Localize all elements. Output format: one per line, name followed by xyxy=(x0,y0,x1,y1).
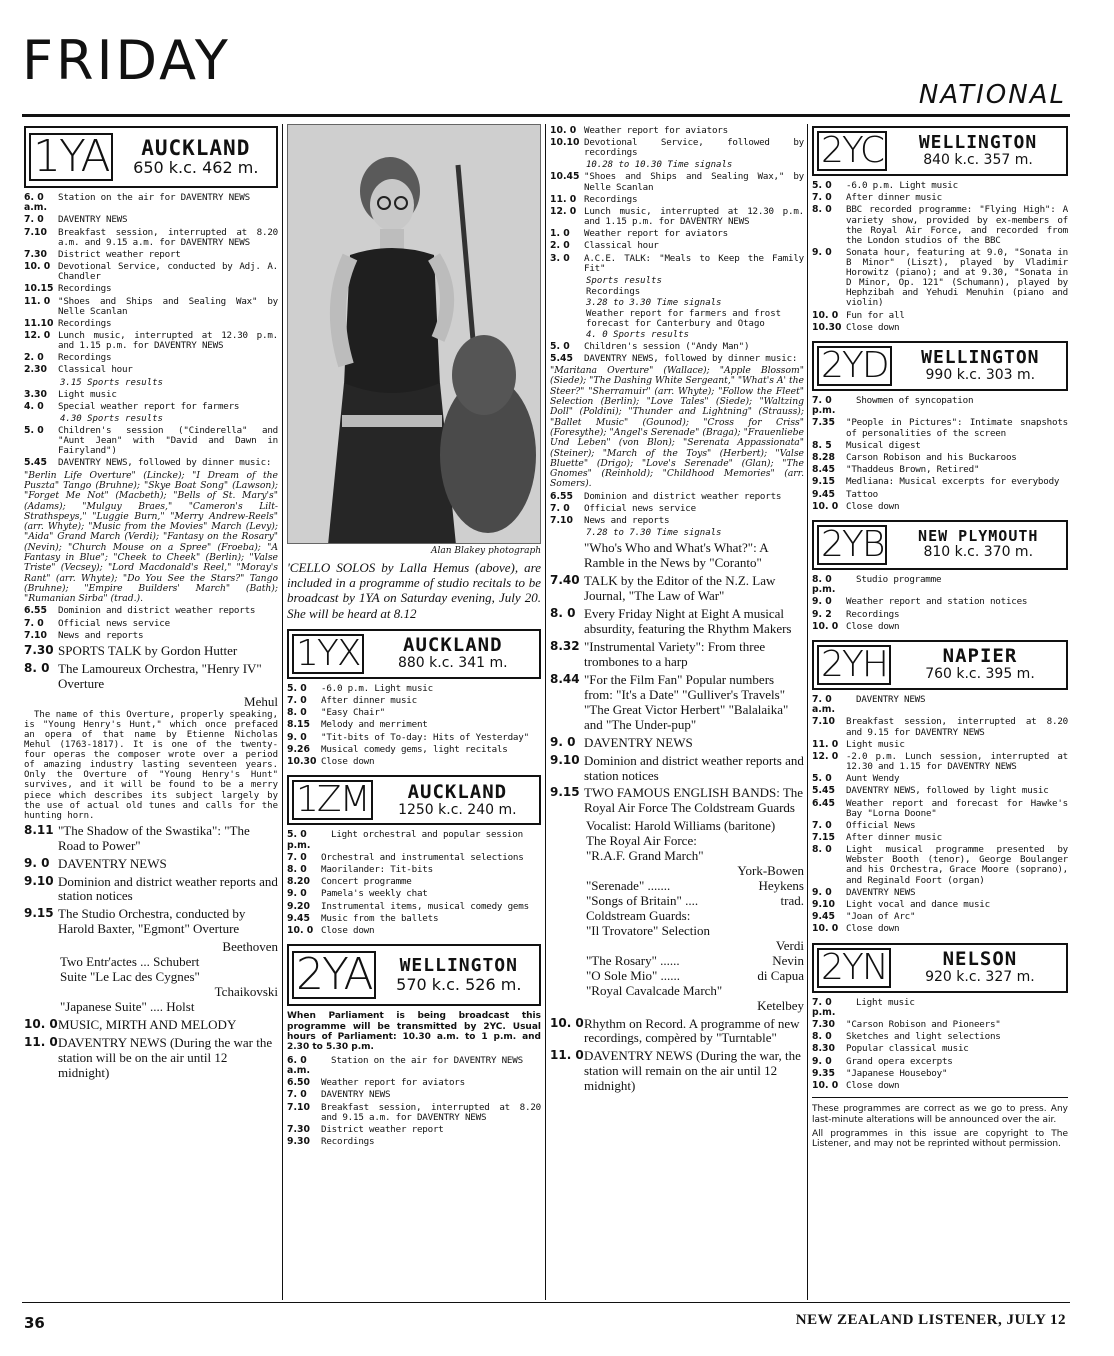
listing-row: 7.10 News and reports xyxy=(24,629,144,641)
listing-row: 9. 0 Weather report and station notices xyxy=(812,596,1028,608)
work-line: "Japanese Suite" .... Holst xyxy=(60,999,195,1015)
column-1aya xyxy=(24,124,278,1084)
composer: Verdi xyxy=(775,937,804,953)
station-logo-1yx: 1YX AUCKLAND 880 k.c. 341 m. xyxy=(287,629,541,679)
listing-row: 10.30 Close down xyxy=(812,321,900,333)
listing-row: 8.15 Melody and merriment xyxy=(287,719,428,731)
listing-row: 5. 0 Aunt Wendy xyxy=(812,773,900,785)
work-line: The Royal Air Force: xyxy=(586,833,697,849)
work-line: "The Rosary" ...... Nevin xyxy=(586,952,804,968)
sub-listing: 4.30 Sports results xyxy=(60,414,163,425)
listing-row: 10. 0 Close down xyxy=(812,500,900,512)
listing-row: 7.10 Breakfast session, interrupted at 8.20 a.m. and 9.15 a.m. for DAVENTRY NEWS xyxy=(24,226,278,248)
listing-row: 7.35 "People in Pictures": Intimate snapshots of personalities of the screen xyxy=(812,417,1068,439)
listing-row: 10.15 Recordings xyxy=(24,283,112,295)
feature-row: 8. 0 Every Friday Night at Eight A musical absurdity, featuring the Rhythm Makers xyxy=(550,606,792,637)
listing-row: 9. 0 Sonata hour, featuring at 9.0, "Sonata in B Minor" (Liszt), played by Vladimir Horowitz (piano); and at 9.30, "Sonata in D Minor, Op. 121" (Schumann), played by Hephzibah and Yehudi Menuhin (piano and violin) xyxy=(812,246,1068,309)
feature-row: 10. 0 Rhythm on Record. A programme of new recordings, compèred by "Turntable" xyxy=(550,1015,800,1046)
listing-row: 7. 0 DAVENTRY NEWS xyxy=(24,214,128,226)
work-line: "Il Trovatore" Selection xyxy=(586,922,710,938)
sub-listing: Weather report for farmers and frost forecast for Canterbury and Otago xyxy=(586,308,782,329)
station-logo-2yc: 2YC WELLINGTON 840 k.c. 357 m. xyxy=(812,126,1068,176)
listing-row: 5.45 DAVENTRY NEWS, followed by light music xyxy=(812,785,1049,797)
section-title: NATIONAL xyxy=(918,80,1066,110)
listing-row: 1. 0 Weather report for aviators xyxy=(550,228,728,240)
listing-row: 9. 0 Pamela's weekly chat xyxy=(287,888,428,900)
listing-row: 7. 0 p.m. Light music xyxy=(812,996,915,1018)
listing-row: 8.28 Carson Robison and his Buckaroos xyxy=(812,451,1017,463)
sub-listing: 3.15 Sports results xyxy=(60,377,163,388)
listing-row: 9.10 Light vocal and dance music xyxy=(812,898,990,910)
listing-row: 5.45 DAVENTRY NEWS, followed by dinner music: xyxy=(24,457,272,469)
feature-row: 7.30 SPORTS TALK by Gordon Hutter xyxy=(24,643,238,659)
listing-row: 7.10 News and reports xyxy=(550,515,670,527)
dinner-music-list: "Berlin Life Overture" (Lincke); "I Dream of the Puszta" Tango (Bruhne); "Skye Boat Song" (Lawson); "Forget Me Not" (Macbeth); "Bells of St. Mary's" (Adams); "Mulguy Braes," "Cameron's Lilt-Strathspeys," "Luggie Burn," "Merry Andrew-Reels" (arr. Whyte); "Music from the Movies" March (Levy); "Aida" Grand March (Verdi); "Fantasy on the Rosary" (Nevin); "Church Mouse on a Spree" (Froeba); "A Fantasy in Blue"; "Cheek to Cheek" (Berlin); "Valse Triste" (Vecsey); "Lord Macdonald's Reel," "Moray's Rant" (arr. Whyte); "Do You See the Stars?" Tango (Bruhne); "Empire Builders' March" (Bath); "Rumanian Sirba" (trad.). xyxy=(24,469,278,605)
listing-row: 7.15 After dinner music xyxy=(812,832,942,843)
listing-row: 3. 0 A.C.E. TALK: "Meals to Keep the Family Fit" xyxy=(550,252,804,274)
listing-row: 5.45 DAVENTRY NEWS, followed by dinner music: xyxy=(550,352,798,364)
listing-row: 2. 0 Classical hour xyxy=(550,240,659,252)
footnote-rule xyxy=(812,1097,1068,1098)
listing-row: 11. 0 "Shoes and Ships and Sealing Wax" by Nelle Scanlan xyxy=(24,295,278,317)
photo-credit: Alan Blakey photograph xyxy=(431,546,541,556)
cellist-photo-illustration xyxy=(288,125,541,544)
feature-row: 11. 0 DAVENTRY NEWS (During the war, the station will remain on the air until 12 midnight) xyxy=(550,1048,801,1094)
listing-row: 3.30 Light music xyxy=(24,388,117,400)
listing-row: 7. 0 Official news service xyxy=(550,502,696,514)
station-logo-2yh: 2YH NAPIER 760 k.c. 395 m. xyxy=(812,640,1068,690)
listing-row: 12. 0 Lunch music, interrupted at 12.30 p.m. and 1.15 p.m. for DAVENTRY NEWS xyxy=(550,205,804,227)
listing-row: 5. 0 Children's session ("Cinderella" and "Aunt Jean" with "David and Dawn in Fairyland") xyxy=(24,425,278,457)
feature-row: 9.15 The Studio Orchestra, conducted by Harold Baxter, "Egmont" Overture xyxy=(24,906,246,937)
listing-row: 9. 2 Recordings xyxy=(812,608,900,620)
column-rule-2 xyxy=(545,124,546,1300)
listing-row: 9.26 Musical comedy gems, light recitals xyxy=(287,743,508,755)
listing-row: 7. 0 Official News xyxy=(812,819,916,831)
listing-row: 11.10 Recordings xyxy=(24,317,112,329)
column-rule-1 xyxy=(282,124,283,1300)
listing-row: 10. 0 Close down xyxy=(812,620,900,632)
listing-row: 7. 0 a.m. DAVENTRY NEWS xyxy=(812,694,926,716)
listing-row: 10. 0 Close down xyxy=(812,923,900,935)
work-line: "Royal Cavalcade March" xyxy=(586,982,723,998)
feature-row: 7.40 TALK by the Editor of the N.Z. Law Journal, "The Law of War" xyxy=(550,573,776,604)
page-title-day: FRIDAY xyxy=(22,29,231,92)
work-line: "Serenade" ....... Heykens xyxy=(586,878,804,894)
listing-row: 8. 0 Sketches and light selections xyxy=(812,1031,1001,1043)
parliament-notice: When Parliament is being broadcast this programme will be transmitted by 2YC. Usual hours of Parliament: 10.30 a.m. to 1 p.m. and 2.30 to 5.30 p.m. xyxy=(287,1011,541,1053)
listing-row: 8. 5 Musical digest xyxy=(812,439,921,451)
feature-row: 9. 0 DAVENTRY NEWS xyxy=(24,855,167,871)
sub-listing: 7.28 to 7.30 Time signals xyxy=(586,528,722,539)
column-rule-3 xyxy=(807,124,808,1300)
sub-listing: 4. 0 Sports results xyxy=(586,329,689,340)
listing-row: 9.45 Tattoo xyxy=(812,488,878,500)
listing-row: 2. 0 Recordings xyxy=(24,352,112,364)
work-line: Vocalist: Harold Williams (baritone) xyxy=(586,818,776,834)
feature-row: 9.10 Dominion and district weather reports and station notices xyxy=(550,752,804,783)
listing-row: 6.55 Dominion and district weather reports xyxy=(550,490,782,502)
work-line: "O Sole Mio" ...... di Capua xyxy=(586,967,804,983)
listing-row: 4. 0 Special weather report for farmers xyxy=(24,400,240,412)
listing-row: 8. 0 Light musical programme presented by Webster Booth (tenor), George Boulanger and his Orchestra, Grace Moore (soprano), and Reginald Foort (organ) xyxy=(812,844,1068,886)
listing-row: 5. 0 -6.0 p.m. Light music xyxy=(812,180,958,191)
listing-row: 10. 0 Devotional Service, conducted by Adj. A. Chandler xyxy=(24,261,278,283)
magazine-footer: NEW ZEALAND LISTENER, JULY 12 xyxy=(795,1312,1066,1328)
work-line: "Songs of Britain" .... trad. xyxy=(586,893,804,909)
listing-row: 10. 0 Fun for all xyxy=(812,309,905,321)
composer: Mehul xyxy=(244,693,278,709)
listing-row: 9.15 Medliana: Musical excerpts for everybody xyxy=(812,476,1060,488)
listing-row: 8. 0 p.m. Studio programme xyxy=(812,573,942,596)
page-number: 36 xyxy=(24,1314,45,1332)
listing-row: 5. 0 p.m. Light orchestral and popular session xyxy=(287,829,523,851)
feature-row: 8.32 "Instrumental Variety": From three trombones to a harp xyxy=(550,639,766,669)
listing-row: 7.30 District weather report xyxy=(24,248,181,260)
listing-row: 10.30 Close down xyxy=(287,756,375,768)
listing-row: 8. 0 Maorilander: Tit-bits xyxy=(287,864,433,875)
listing-row: 10.45 "Shoes and Ships and Sealing Wax," by Nelle Scanlan xyxy=(550,171,804,193)
feature-row: 8.44 "For the Film Fan" Popular numbers from: "It's a Date" "Gulliver's Travels" "The Great Victor Herbert" "Balalaika" and "The Under-pup" xyxy=(550,671,789,732)
listing-row: 7. 0 Orchestral and instrumental selections xyxy=(287,851,524,863)
listing-row: 7. 0 Official news service xyxy=(24,617,170,629)
listing-row: 7. 0 After dinner music xyxy=(812,192,942,204)
feature-row: 9.15 TWO FAMOUS ENGLISH BANDS: The Royal Air Force The Coldstream Guards xyxy=(550,785,804,816)
listing-row: 5. 0 -6.0 p.m. Light music xyxy=(287,682,433,694)
work-line: Two Entr'actes ... Schubert xyxy=(60,954,200,970)
listing-row: 6.50 Weather report for aviators xyxy=(287,1077,465,1089)
overture-note: The name of this Overture, properly speaking, is "Young Henry's Hunt," which once prefaced an opera of that name by Etienne Nicholas Mehul (1763-1817). It is one of the twenty-four operas the composer wrote over a period of amazing industry lasting seventeen years. Only the Overture of "Young Henry's Hunt" survives, and it will be found to be a merry piece which describes its subject largely by the use of actual old tunes and calls for the hunting horn. xyxy=(24,709,278,821)
listing-row: 7. 0 After dinner music xyxy=(287,695,417,707)
dinner-music-list: "Maritana Overture" (Wallace); "Apple Blossom" (Siede); "The Dashing White Sergeant," "What's A' the Steer?" "Sherramuir" (arr. Whyte); "Follow the Fleet" Selection (Berlin); "Love Tales" (Siede); "Waltzing Doll" (Poldini); "Thunder and Lightning" (Strauss); "Ballet Music" (Gounod); "Cross for Criss" (Foresythe); "Angel's Serenade" (Braga); "Frauenliebe Und Leben" (von Blon); "Serenata Appassionata" (Steiner); "March of the Toys" (Herbert); "Valse Bluette" (Drigo); "Love's Serenade" (Glan); "The Gnomes" (Reinhold); "Childhood Memories" (arr. Somers). xyxy=(550,365,804,490)
listing-row: 7.30 District weather report xyxy=(287,1123,444,1135)
work-line: "R.A.F. Grand March" xyxy=(586,848,704,864)
listing-row: 7.10 Breakfast session, interrupted at 8.20 and 9.15 a.m. for DAVENTRY NEWS xyxy=(287,1101,541,1123)
listing-row: 6. 0 a.m. Station on the air for DAVENTRY NEWS xyxy=(24,192,250,214)
listing-row: 6. 0 a.m. Station on the air for DAVENTRY NEWS xyxy=(287,1054,523,1076)
listing-row: 9.35 "Japanese Houseboy" xyxy=(812,1067,948,1079)
station-city: AUCKLAND xyxy=(141,136,251,161)
feature-row: 9.10 Dominion and district weather reports and station notices xyxy=(24,873,278,904)
work-line: Suite "Le Lac des Cygnes" xyxy=(60,969,200,985)
listing-row: 8. 0 "Easy Chair" xyxy=(287,707,385,719)
composer: Beethoven xyxy=(222,939,278,955)
station-freq: 650 k.c. 462 m. xyxy=(133,158,259,178)
listing-row: 6.45 Weather report and forecast for Hawke's Bay "Lorna Doone" xyxy=(812,797,1068,819)
feature-row: "Who's Who and What's What?": A Ramble in the News by "Coranto" xyxy=(584,540,768,571)
composer: Tchaikovski xyxy=(214,984,278,1000)
station-logo-2ya: 2YA WELLINGTON 570 k.c. 526 m. xyxy=(287,944,541,1006)
listing-row: 9. 0 "Tit-bits of To-day: Hits of Yesterday" xyxy=(287,731,529,743)
listing-row: 8.30 Popular classical music xyxy=(812,1043,969,1055)
listing-row: 9. 0 DAVENTRY NEWS xyxy=(812,886,916,898)
sub-listing: Sports results xyxy=(586,275,662,286)
feature-row: 8.11 "The Shadow of the Swastika": "The Road to Power" xyxy=(24,822,250,853)
listing-row: 8. 0 BBC recorded programme: "Flying High": A variety show, provided by ex-members of the Royal Air Force, and recorded from the London studios of the BBC xyxy=(812,204,1068,246)
listing-row: 2.30 Classical hour xyxy=(24,364,133,376)
listing-row: 10.10 Devotional Service, followed by recordings xyxy=(550,137,804,159)
programme-correct-note: These programmes are correct as we go to press. Any last-minute alterations will be announced over the air. xyxy=(812,1104,1068,1125)
listing-row: 9.45 "Joan of Arc" xyxy=(812,911,916,923)
photo-caption: 'CELLO SOLOS by Lalla Hemus (above), are included in a programme of studio recitals to be broadcast by 1YA on Saturday evening, July 20. She will be heard at 8.12 xyxy=(287,560,541,621)
listing-row: 12. 0 -2.0 p.m. Lunch session, interrupted at 12.30 and 1.15 for DAVENTRY NEWS xyxy=(812,750,1068,773)
station-logo-2yd: 2YD WELLINGTON 990 k.c. 303 m. xyxy=(812,341,1068,391)
listing-row: 12. 0 Lunch music, interrupted at 12.30 p.m. and 1.15 p.m. for DAVENTRY NEWS xyxy=(24,329,278,352)
listing-row: 8.20 Concert programme xyxy=(287,876,412,888)
work-line: Coldstream Guards: xyxy=(586,907,691,923)
listing-row: 8.45 "Thaddeus Brown, Retired" xyxy=(812,464,980,476)
feature-row: 11. 0 DAVENTRY NEWS (During the war the station will be on the air until 12 midnight) xyxy=(24,1034,273,1080)
station-logo-2yn: 2YN NELSON 920 k.c. 327 m. xyxy=(812,943,1068,993)
listing-row: 9. 0 Grand opera excerpts xyxy=(812,1055,953,1067)
station-logo-1ya xyxy=(24,126,278,188)
feature-row: 9. 0 DAVENTRY NEWS xyxy=(550,734,693,750)
station-logo-1zm: 1ZM AUCKLAND 1250 k.c. 240 m. xyxy=(287,775,541,825)
column-4 xyxy=(812,124,1068,1150)
column-3 xyxy=(550,124,804,1097)
footer-rule xyxy=(22,1302,1070,1303)
feature-row: 10. 0 MUSIC, MIRTH AND MELODY xyxy=(24,1016,237,1032)
listing-row: 7.30 "Carson Robison and Pioneers" xyxy=(812,1018,1001,1030)
station-logo-2yb: 2YB NEW PLYMOUTH 810 k.c. 370 m. xyxy=(812,520,1068,570)
listing-row: 7. 0 DAVENTRY NEWS xyxy=(287,1089,391,1101)
feature-row: 8. 0 The Lamoureux Orchestra, "Henry IV" Overture xyxy=(24,661,262,691)
listing-row: 5. 0 Children's session ("Andy Man") xyxy=(550,340,750,352)
listing-row: 9.45 Music from the ballets xyxy=(287,912,439,924)
sub-listing: 10.28 to 10.30 Time signals xyxy=(586,160,733,171)
listing-row: 11. 0 Light music xyxy=(812,738,905,750)
listing-row: 7.10 Breakfast session, interrupted at 8.20 and 9.15 for DAVENTRY NEWS xyxy=(812,716,1068,738)
listing-row: 11. 0 Recordings xyxy=(550,193,638,205)
listing-row: 9.20 Instrumental items, musical comedy gems xyxy=(287,900,529,912)
cellist-photo xyxy=(287,124,541,544)
listing-row: 9.30 Recordings xyxy=(287,1136,375,1147)
composer: York-Bowen xyxy=(737,863,804,879)
sub-listing: Recordings xyxy=(586,286,641,297)
column-2 xyxy=(287,124,541,1149)
listing-row: 7. 0 p.m. Showmen of syncopation xyxy=(812,394,974,417)
station-call: 1YA xyxy=(29,133,113,181)
listing-row: 10. 0 Close down xyxy=(287,925,375,937)
listing-row: 10. 0 Weather report for aviators xyxy=(550,125,728,136)
listing-row: 6.55 Dominion and district weather reports xyxy=(24,605,256,617)
sub-listing: 3.28 to 3.30 Time signals xyxy=(586,297,722,308)
listing-row: 10. 0 Close down xyxy=(812,1080,900,1092)
header-rule xyxy=(22,114,1070,117)
copyright-note: All programmes in this issue are copyright to The Listener, and may not be reprinted without permission. xyxy=(812,1128,1068,1150)
composer: Ketelbey xyxy=(757,997,804,1013)
